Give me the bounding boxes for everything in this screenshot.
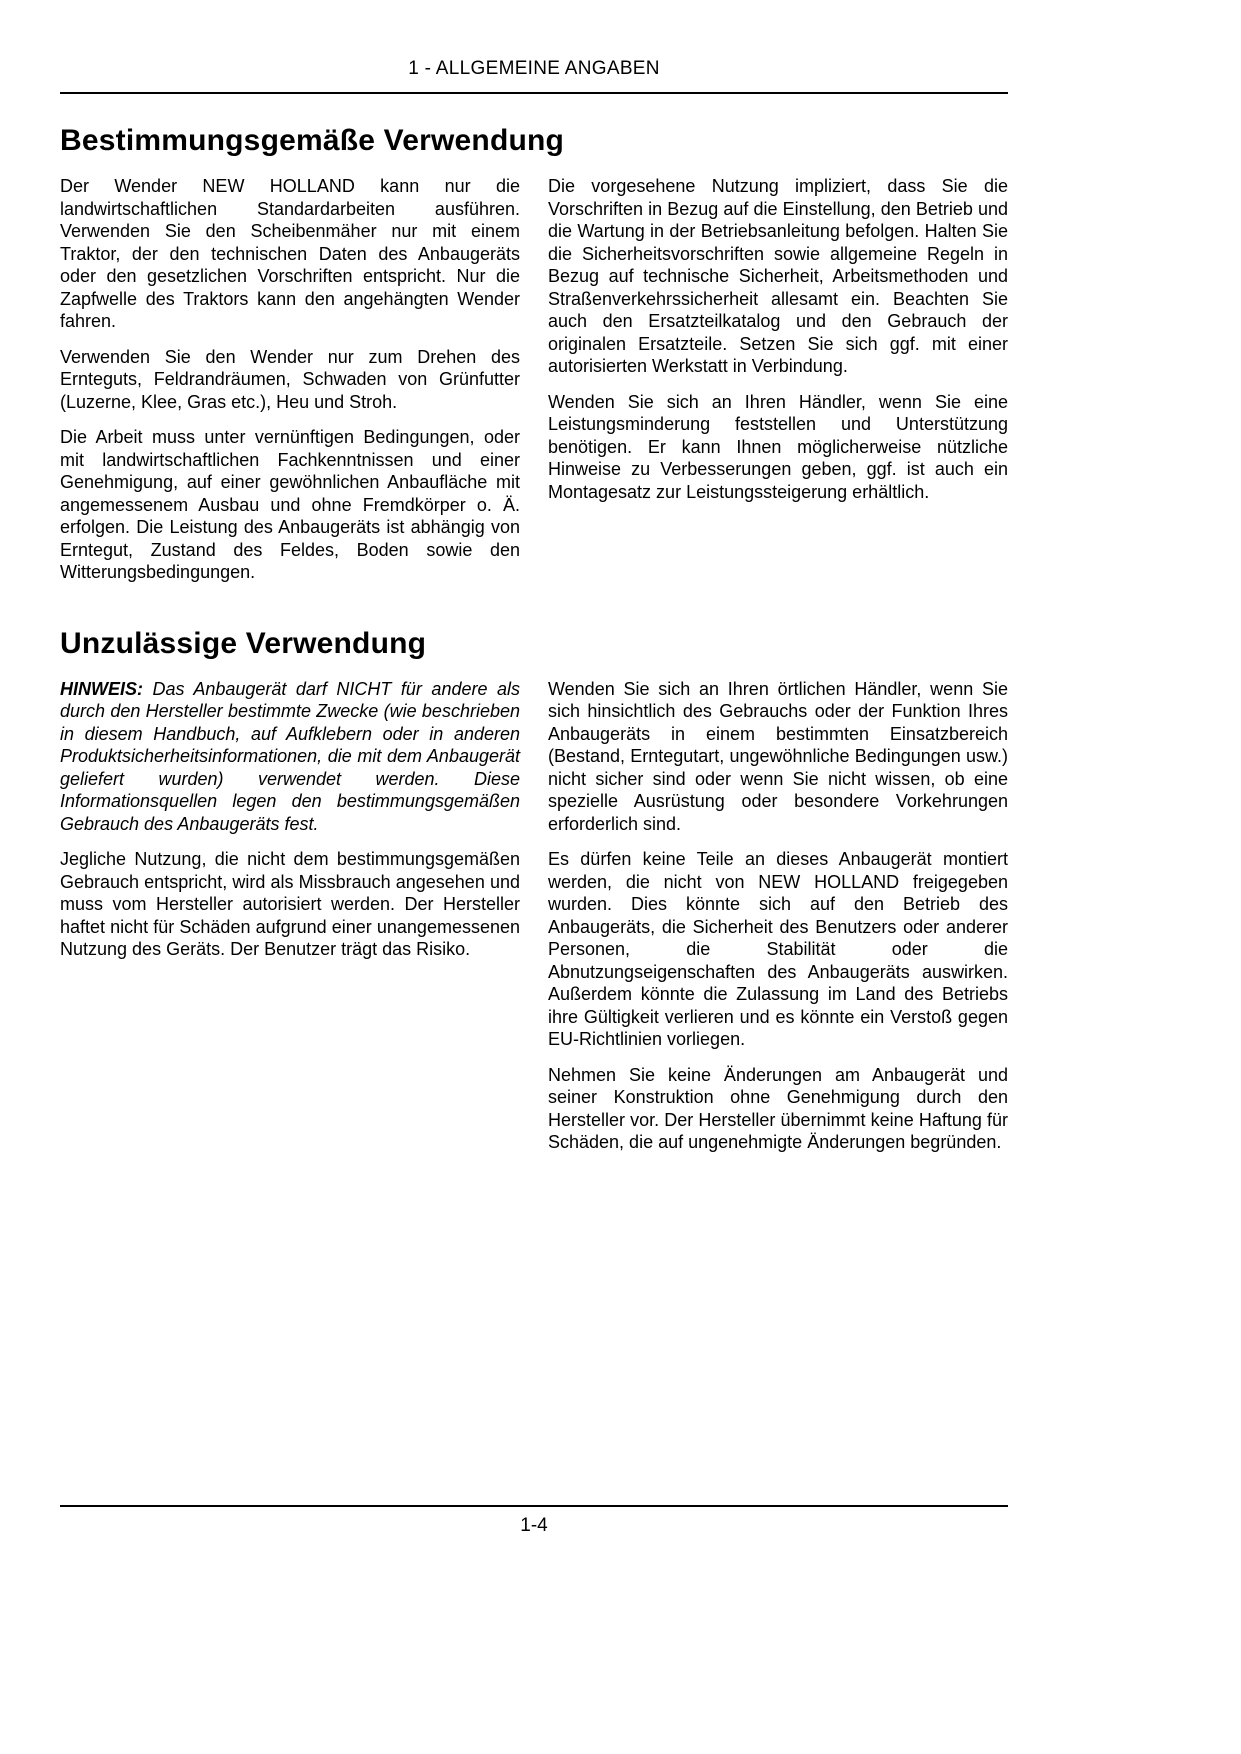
manual-page [60, 0, 1008, 1167]
paragraph: Die Arbeit muss unter vernünftigen Bedingungen, oder mit landwirtschaftlichen Fachkenntnissen und einer Genehmigung, auf einer gewöhnlichen Anbaufläche mit angemessenem Ausbau und ohne Fremdkörper o. Ä. erfolgen. Die Leistung des Anbaugeräts ist abhängig von Erntegut, Zustand des Feldes, Boden sowie den Witterungsbedingungen. [60, 427, 520, 582]
section1-left-column [60, 175, 520, 597]
section1-right-column [548, 175, 1008, 597]
paragraph: Verwenden Sie den Wender nur zum Drehen des Ernteguts, Feldrandräumen, Schwaden von Grünfutter (Luzerne, Klee, Gras etc.), Heu und Stroh. [60, 346, 520, 412]
paragraph: Der Wender NEW HOLLAND kann nur die landwirtschaftlichen Standardarbeiten ausführen. Verwenden Sie den Scheibenmäher nur mit einem Traktor, der den technischen Daten des Anbaugeräts oder den gesetzlichen Vorschriften entspricht. Nur die Zapfwelle des Traktors kann den angehängten Wender fahren. [60, 176, 520, 331]
paragraph: Nehmen Sie keine Änderungen am Anbaugerät und seiner Konstruktion ohne Genehmigung durch den Hersteller vor. Der Hersteller übernimmt keine Haftung für Schäden, die auf ungenehmigte Änderungen begründen. [548, 1064, 1008, 1152]
page-number: 1-4 [520, 1515, 548, 1536]
paragraph: Wenden Sie sich an Ihren örtlichen Händler, wenn Sie sich hinsichtlich des Gebrauchs oder der Funktion Ihres Anbaugeräts in einem bestimmten Einsatzbereich (Bestand, Erntegutart, ungewöhnliche Bedingungen usw.) nicht sicher sind oder wenn Sie nicht wissen, ob eine spezielle Ausrüstung oder besondere Vorkehrungen erforderlich sind. [548, 678, 1008, 834]
paragraph: Die vorgesehene Nutzung impliziert, dass Sie die Vorschriften in Bezug auf die Einstellung, den Betrieb und die Wartung in der Betriebsanleitung befolgen. Halten Sie die Sicherheitsvorschriften sowie allgemeine Regeln in Bezug auf technische Sicherheit, Arbeitsmethoden und Straßenverkehrssicherheit allesamt ein. Beachten Sie auch den Ersatzteilkatalog und den Gebrauch der originalen Ersatzteile. Setzen Sie sich ggf. mit einer autorisierten Werkstatt in Verbindung. [548, 176, 1008, 376]
paragraph: Wenden Sie sich an Ihren Händler, wenn Sie eine Leistungsminderung feststellen und Unterstützung benötigen. Er kann Ihnen möglicherweise nützliche Hinweise zu Verbesserungen geben, ggf. ist auch ein Montagesatz zur Leistungssteigerung erhältlich. [548, 391, 1008, 502]
notice-label: HINWEIS: [60, 678, 143, 699]
page-header [60, 0, 1008, 94]
section-title-prohibited-use: Unzulässige Verwendung [60, 626, 427, 660]
section2-right-column [548, 678, 1008, 1167]
section2-columns [60, 678, 1008, 1167]
paragraph: Jegliche Nutzung, die nicht dem bestimmungsgemäßen Gebrauch entspricht, wird als Missbrauch angesehen und muss vom Hersteller autorisiert werden. Der Hersteller haftet nicht für Schäden aufgrund einer unangemessenen Nutzung des Geräts. Der Benutzer trägt das Risiko. [60, 849, 520, 959]
notice-paragraph [60, 678, 520, 836]
page-footer [60, 1505, 1008, 1537]
section2-left-column [60, 678, 520, 1167]
paragraph: Es dürfen keine Teile an dieses Anbaugerät montiert werden, die nicht von NEW HOLLAND freigegeben wurden. Dies könnte sich auf den Betrieb des Anbaugeräts, die Sicherheit des Benutzers oder anderer Personen, die Stabilität oder die Abnutzungseigenschaften des Anbaugeräts auswirken. Außerdem könnte die Zulassung im Land des Betriebs ihre Gültigkeit verlieren und es könnte ein Verstoß gegen EU-Richtlinien vorliegen. [548, 849, 1008, 1049]
chapter-title: 1 - ALLGEMEINE ANGABEN [408, 58, 660, 79]
header-rule [60, 92, 1008, 94]
section1-columns [60, 175, 1008, 597]
section-title-intended-use: Bestimmungsgemäße Verwendung [60, 124, 565, 157]
notice-text: Das Anbaugerät darf NICHT für andere als durch den Hersteller bestimmte Zwecke (wie beschrieben in diesem Handbuch, auf Aufklebern oder in anderen Produktsicherheitsinformationen, die mit dem Anbaugerät geliefert wurden) verwendet werden. Diese Informationsquellen legen den bestimmungsgemäßen Gebrauch des Anbaugeräts fest. [60, 678, 520, 834]
